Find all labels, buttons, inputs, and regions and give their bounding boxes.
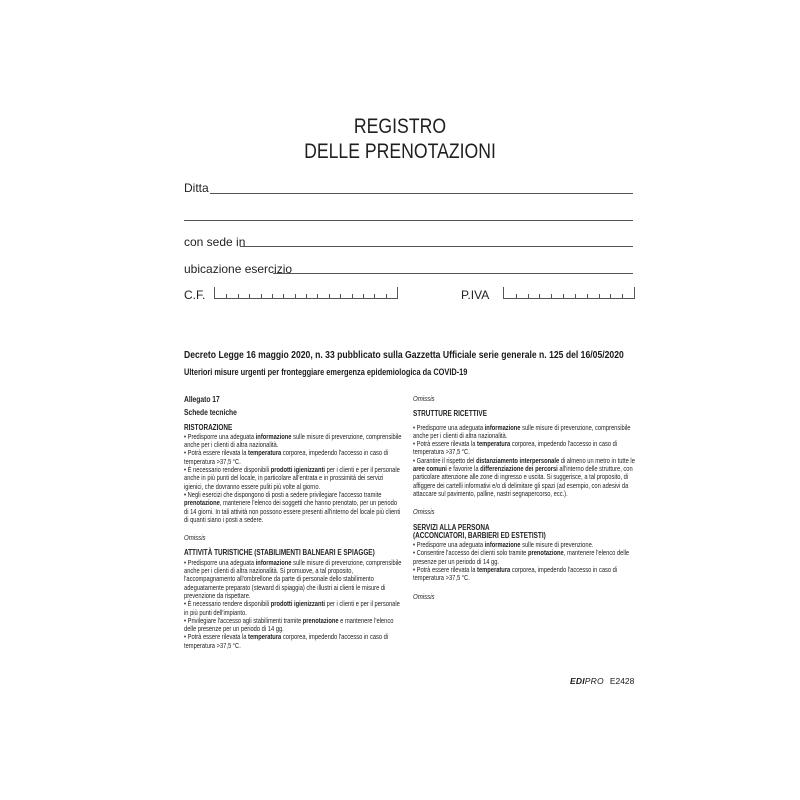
turistiche-bullet-4: • Potrà essere rilevata la temperatura corporea, impedendo l'accesso in caso di temperatura >37,5 °C. <box>184 632 389 650</box>
omissis-label: Omissis <box>184 533 206 543</box>
field-tick <box>272 294 273 298</box>
field-tick <box>563 294 564 298</box>
field-tick <box>238 294 239 298</box>
ditta-line[interactable] <box>210 193 633 194</box>
field-tick <box>295 294 296 298</box>
field-tick <box>261 294 262 298</box>
field-tick <box>386 294 387 298</box>
field-tick <box>528 294 529 298</box>
product-code: E2428 <box>609 676 635 686</box>
field-tick <box>374 294 375 298</box>
servizi-bullet-1: • Predisporre una adeguata informazione sulle misure di prevenzione. <box>413 540 594 550</box>
ristorazione-bullet-4: • Negli esercizi che dispongono di posti a sedere privilegiare l'accesso tramite prenotazione, mantenere l'elenco dei soggetti che hanno prenotato, per un periodo di 14 giorni. In tali attività non possono essere presenti all'interno del locale più clienti di quanti siano i posti a sedere. <box>184 489 401 524</box>
omissis-label: Omissis <box>413 591 435 601</box>
turistiche-bullet-2: • È necessario rendere disponibili prodotti igienizzanti per i clienti e per il personale in più punti dell'impianto. <box>184 599 400 617</box>
ubicazione-label: ubicazione esercizio <box>184 262 293 276</box>
sede-label: con sede in <box>184 235 246 249</box>
field-tick <box>226 294 227 298</box>
ristorazione-bullet-1: • Predisporre una adeguata informazione sulle misure di prevenzione, comprensibile anche per i clienti di altra nazionalità. <box>184 431 402 450</box>
ristorazione-heading: RISTORAZIONE <box>184 422 233 432</box>
publisher-brand <box>570 676 634 686</box>
ricettive-heading: STRUTTURE RICETTIVE <box>413 409 487 419</box>
document-title-line1: REGISTRO <box>353 115 447 138</box>
document-title-line2: DELLE PRENOTAZIONI <box>304 140 496 163</box>
field-tick <box>317 294 318 298</box>
ditta-line-2[interactable] <box>184 220 633 221</box>
field-tick <box>622 294 623 298</box>
ricettive-bullet-2: • Potrà essere rilevata la temperatura corporea, impedendo l'accesso in caso di temperatura >37,5 °C. <box>413 439 618 457</box>
decree-title: Decreto Legge 16 maggio 2020, n. 33 pubblicato sulla Gazzetta Ufficiale serie generale n. 125 del 16/05/2020 <box>184 349 624 361</box>
field-tick <box>587 294 588 298</box>
field-tick <box>551 294 552 298</box>
field-tick <box>249 294 250 298</box>
field-tick <box>363 294 364 298</box>
field-tick <box>599 294 600 298</box>
piva-label: P.IVA <box>461 288 490 302</box>
ricettive-bullet-1: • Predisporre una adeguata informazione sulle misure di prevenzione, comprensibile anche per i clienti di altra nazionalità. <box>413 422 631 440</box>
decree-subtitle: Ulteriori misure urgenti per fronteggiare emergenza epidemiologica da COVID-19 <box>184 367 468 377</box>
ditta-label: Ditta <box>184 181 209 195</box>
omissis-label: Omissis <box>413 394 435 403</box>
field-tick <box>516 294 517 298</box>
turistiche-bullet-3: • Privilegiare l'accesso agli stabilimenti tramite prenotazione e mantenere l'elenco delle presenze per un periodo di 14 gg. <box>184 615 394 634</box>
field-tick <box>340 294 341 298</box>
ubicazione-line[interactable] <box>273 273 633 274</box>
field-tick <box>610 294 611 298</box>
field-tick <box>329 294 330 298</box>
omissis-label: Omissis <box>413 507 435 517</box>
publisher-logo: EDIPRO <box>570 676 604 686</box>
field-tick <box>575 294 576 298</box>
annex-label: Allegato 17 <box>184 394 220 404</box>
turistiche-heading: ATTIVITÀ TURISTICHE (STABILIMENTI BALNEARI E SPIAGGE) <box>184 548 375 558</box>
ristorazione-bullet-2: • Potrà essere rilevata la temperatura corporea, impedendo l'accesso in caso di temperatura >37,5 °C. <box>184 448 389 466</box>
field-tick <box>352 294 353 298</box>
left-column <box>184 395 402 650</box>
sheets-label: Schede tecniche <box>184 407 237 418</box>
field-tick <box>283 294 284 298</box>
piva-field[interactable] <box>503 287 635 299</box>
cf-label: C.F. <box>184 288 206 302</box>
sede-line[interactable] <box>240 246 633 247</box>
turistiche-bullet-1: • Predisporre una adeguata informazione sulle misure di prevenzione, comprensibile anche per i clienti di altra nazionalità. Si promuove, a tal proposito, l'accompagnamento all'ombrellone da parte di personale dello stabilimento adeguatamente preparato (steward di spiaggia) che illustri ai clienti le misure di prevenzione da rispettare. <box>184 557 402 600</box>
field-tick <box>539 294 540 298</box>
cf-field[interactable] <box>214 287 398 299</box>
servizi-bullet-2: • Consentire l'accesso dei clienti solo tramite prenotazione, mantenere l'elenco delle presenze per un periodo di 14 gg. <box>413 548 630 566</box>
servizi-bullet-3: • Potrà essere rilevata la temperatura corporea, impedendo l'accesso in caso di temperatura >37,5 °C. <box>413 565 618 583</box>
right-column <box>413 395 637 608</box>
field-tick <box>306 294 307 298</box>
ristorazione-bullet-3: • È necessario rendere disponibili prodotti igienizzanti per i clienti e per il personale anche in più punti del locale, in particolare all'entrata e in prossimità dei servizi igienici, che dovranno essere puliti più volte al giorno. <box>184 465 400 491</box>
servizi-heading: SERVIZI ALLA PERSONA <box>413 522 490 532</box>
servizi-subheading: (ACCONCIATORI, BARBIERI ED ESTETISTI) <box>413 530 546 540</box>
ricettive-bullet-3: • Garantire il rispetto del distanziamento interpersonale di almeno un metro in tutte le aree comuni e favorire la differenziazione dei percorsi all'interno delle strutture, con particolare attenzione alle zone di ingresso e uscita. Si suggerisce, a tal proposito, di affiggere dei cartelli informativi e/o di delimitare gli spazi (ad esempio, con adesivi da attaccare sul pavimento, palline, nastri segnapercorso, ecc.). <box>413 455 635 498</box>
